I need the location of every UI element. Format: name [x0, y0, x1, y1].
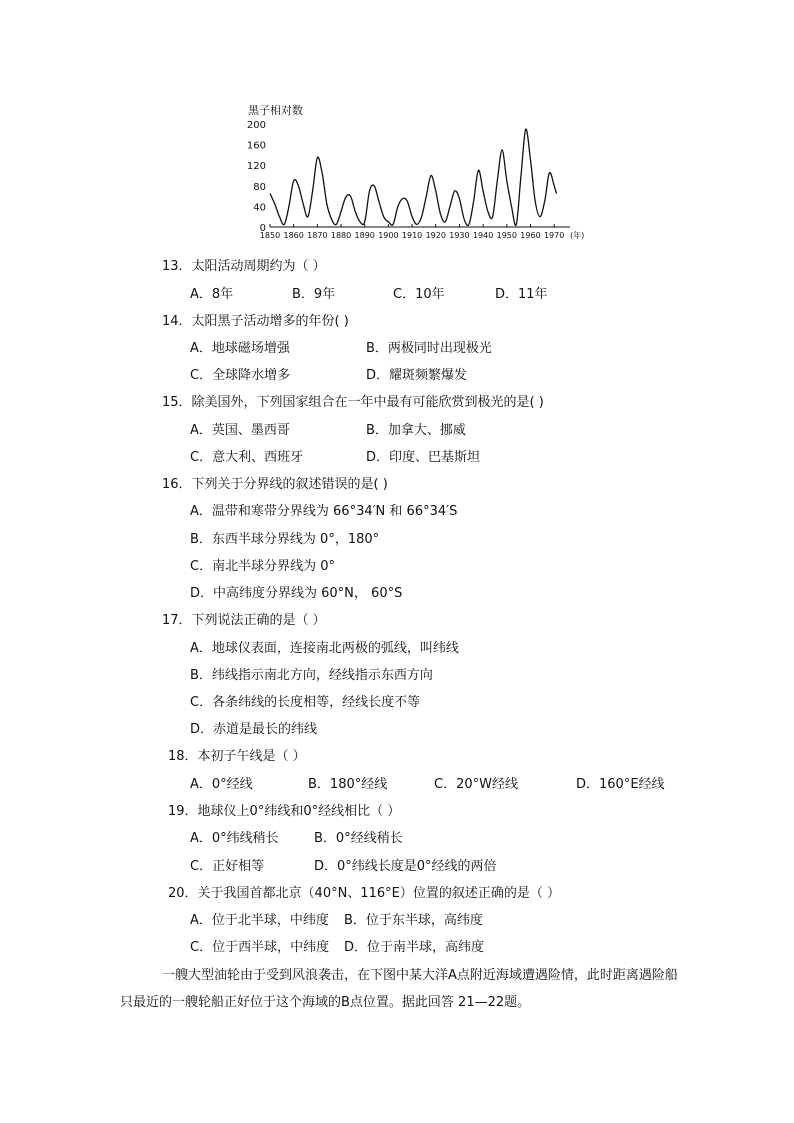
q16-option-d[interactable]: D．中高纬度分界线为 60°N， 60°S	[190, 586, 403, 601]
x-tick-label: 1860	[283, 231, 304, 240]
q20-option-a[interactable]: A．位于北半球，中纬度	[190, 913, 329, 928]
q20-option-b[interactable]: B．位于东半球，高纬度	[344, 913, 483, 928]
q19-option-c[interactable]: C．正好相等	[190, 859, 265, 874]
q17-option-d[interactable]: D．赤道是最长的纬线	[190, 722, 318, 737]
x-tick-label: 1910	[401, 231, 423, 240]
q13-option-c[interactable]: C．10年	[393, 287, 445, 302]
y-tick-label: 120	[246, 161, 266, 173]
q14-option-c[interactable]: C．全球降水增多	[190, 368, 291, 383]
q15-option-a[interactable]: A．英国、墨西哥	[190, 423, 290, 438]
sunspot-series-line	[270, 129, 557, 225]
q18-option-c[interactable]: C．20°W经线	[434, 777, 518, 792]
x-tick-label: 1930	[449, 231, 470, 240]
q16-option-b[interactable]: B．东西半球分界线为 0°，180°	[190, 532, 380, 547]
q19-option-b[interactable]: B．0°经线稍长	[314, 831, 403, 846]
question-20-stem: 20．关于我国首都北京（40°N、116°E）位置的叙述正确的是（ ）	[168, 886, 560, 901]
y-tick-label: 0	[259, 223, 266, 234]
x-tick-label: 1890	[354, 231, 375, 240]
question-13-stem: 13．太阳活动周期约为（ ）	[162, 259, 326, 274]
q16-option-a[interactable]: A．温带和寒带分界线为 66°34′N 和 66°34′S	[190, 504, 458, 519]
x-tick-label: 1940	[472, 231, 494, 240]
question-14-stem: 14．太阳黑子活动增多的年份( )	[162, 314, 349, 329]
question-18-stem: 18．本初子午线是（ ）	[168, 749, 306, 764]
x-axis-unit: (年)	[570, 231, 585, 240]
x-tick-label: 1970	[543, 231, 565, 240]
q15-option-c[interactable]: C．意大利、西班牙	[190, 450, 304, 465]
q20-option-d[interactable]: D．位于南半球，高纬度	[344, 940, 485, 955]
q18-option-a[interactable]: A．0°经线	[190, 777, 253, 792]
q18-option-b[interactable]: B．180°经线	[308, 777, 388, 792]
q15-option-b[interactable]: B．加拿大、挪威	[366, 423, 466, 438]
question-19-stem: 19．地球仪上0°纬线和0°经线相比（ ）	[168, 804, 401, 819]
x-tick-label: 1950	[496, 231, 517, 240]
q17-option-b[interactable]: B．纬线指示南北方向，经线指示东西方向	[190, 668, 433, 683]
q20-option-c[interactable]: C．位于西半球，中纬度	[190, 940, 330, 955]
reading-passage: 一艘大型油轮由于受到风浪袭击，在下图中某大洋A点附近海域遭遇险情，此时距离遇险船只最近的一艘轮船正好位于这个海域的B点位置。据此回答 21—22题。	[120, 968, 678, 1010]
x-tick-label: 1870	[307, 231, 328, 240]
q13-option-d[interactable]: D．11年	[495, 287, 548, 302]
question-17-stem: 17．下列说法正确的是（ ）	[162, 613, 326, 628]
q13-option-b[interactable]: B．9年	[292, 287, 336, 302]
q14-option-d[interactable]: D．耀斑频繁爆发	[366, 368, 468, 383]
x-tick-label: 1960	[520, 231, 541, 240]
sunspot-chart	[236, 98, 596, 248]
q18-option-d[interactable]: D．160°E经线	[576, 777, 665, 792]
q19-option-a[interactable]: A．0°纬线稍长	[190, 831, 279, 846]
q15-option-d[interactable]: D．印度、巴基斯坦	[366, 450, 481, 465]
y-tick-label: 200	[246, 120, 266, 131]
question-15-stem: 15．除美国外，下列国家组合在一年中最有可能欣赏到极光的是( )	[162, 395, 544, 410]
x-tick-label: 1880	[330, 231, 352, 240]
x-tick-label: 1920	[425, 231, 446, 240]
question-16-stem: 16．下列关于分界线的叙述错误的是( )	[162, 477, 388, 492]
x-tick-label: 1900	[378, 231, 399, 240]
y-tick-label: 80	[253, 181, 266, 193]
q13-option-a[interactable]: A．8年	[190, 287, 234, 302]
q17-option-a[interactable]: A．地球仪表面，连接南北两极的弧线，叫纬线	[190, 641, 459, 656]
q14-option-b[interactable]: B．两极同时出现极光	[366, 341, 492, 356]
q14-option-a[interactable]: A．地球磁场增强	[190, 341, 290, 356]
y-tick-label: 160	[246, 140, 266, 152]
y-tick-label: 40	[253, 202, 266, 214]
q16-option-c[interactable]: C．南北半球分界线为 0°	[190, 559, 335, 574]
q19-option-d[interactable]: D．0°纬线长度是0°经线的两倍	[314, 859, 497, 874]
y-axis-label: 黑子相对数	[248, 104, 303, 117]
q17-option-c[interactable]: C．各条纬线的长度相等，经线长度不等	[190, 695, 421, 710]
x-tick-label: 1850	[259, 231, 281, 240]
